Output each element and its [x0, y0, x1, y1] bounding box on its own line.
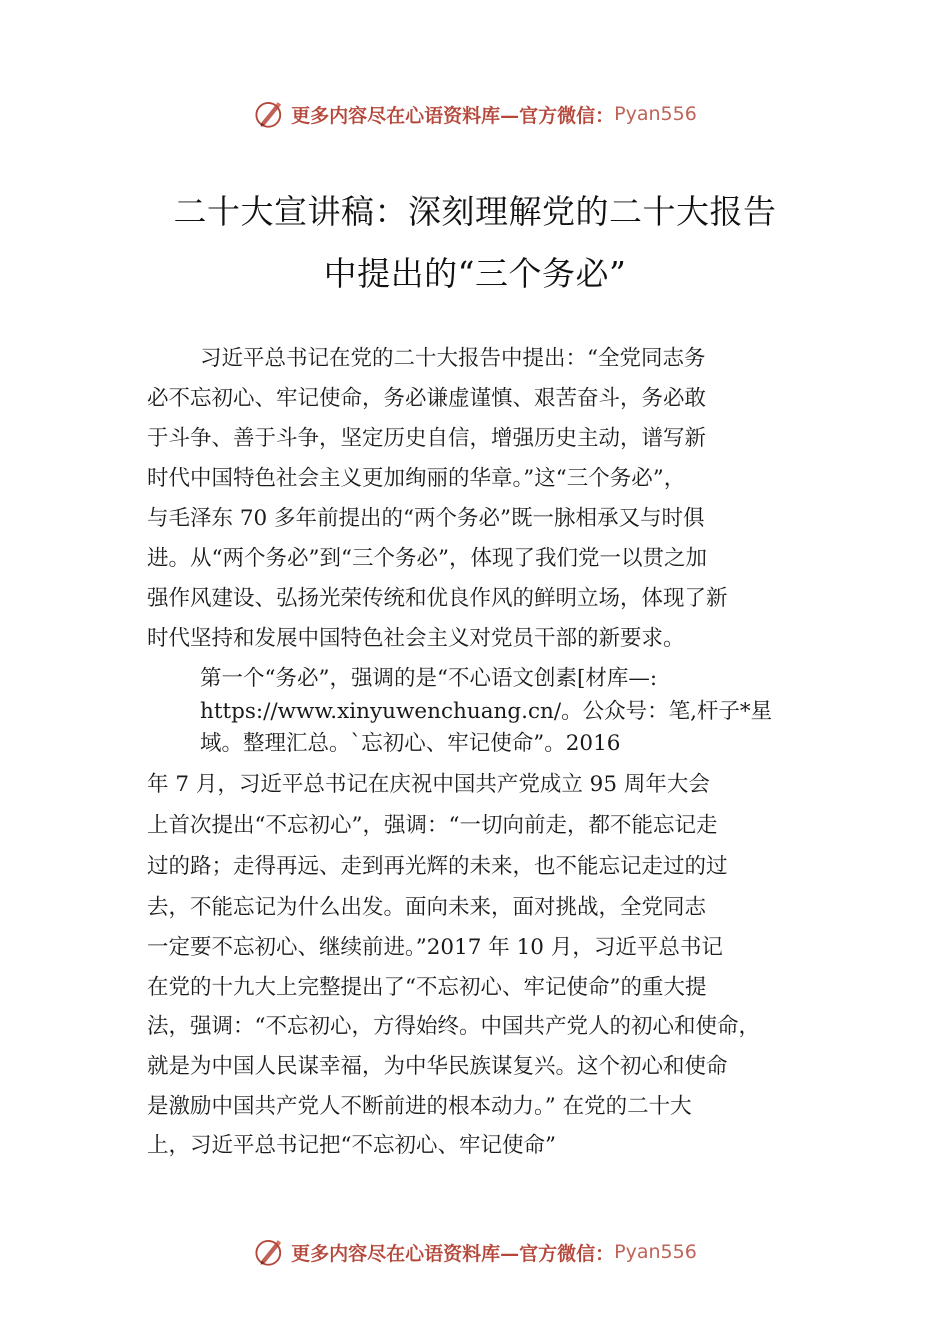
title-line-2: 中提出的“三个务必” — [323, 254, 627, 293]
body-line: https://www.xinyuwenchuang.cn/。公众号：笔,杆子*星 — [200, 699, 773, 724]
body-line: 进。从“两个务必”到“三个务必”，体现了我们党一以贯之加 — [147, 546, 707, 571]
body-line: 必不忘初心、牢记使命，务必谦虚谨慎、艰苦奋斗，务必敢 — [147, 386, 707, 411]
body-line: 就是为中国人民谋幸福，为中华民族谋复兴。这个初心和使命 — [147, 1054, 728, 1079]
footer-text: 更多内容尽在心语资料库—官方微信： — [291, 1242, 615, 1265]
body-line: 第一个“务必”，强调的是“不心语文创素[材库—: — [200, 666, 658, 691]
body-line: 过的路；走得再远、走到再光辉的未来，也不能忘记走过的过 — [147, 854, 728, 879]
body-line: 年 7 月，习近平总书记在庆祝中国共产党成立 95 周年大会 — [147, 772, 710, 797]
body-line: 在党的十九大上完整提出了“不忘初心、牢记使命”的重大提 — [147, 975, 707, 1000]
body-line: 去，不能忘记为什么出发。面向未来，面对挑战，全党同志 — [147, 895, 707, 920]
body-line: 时代坚持和发展中国特色社会主义对党员干部的新要求。 — [147, 626, 685, 651]
header-banner — [0, 94, 950, 134]
title-line-1: 二十大宣讲稿：深刻理解党的二十大报告 — [173, 192, 777, 231]
footer-banner — [0, 1232, 950, 1272]
body-line: 法，强调：“不忘初心，方得始终。中国共产党人的初心和使命， — [147, 1014, 760, 1039]
body-line: 上首次提出“不忘初心”，强调：“一切向前走，都不能忘记走 — [147, 813, 718, 838]
pen-logo-icon — [253, 97, 287, 131]
body-line: 是激励中国共产党人不断前进的根本动力。” 在党的二十大 — [147, 1094, 692, 1119]
body-line: 于斗争、善于斗争，坚定历史自信，增强历史主动，谱写新 — [147, 426, 707, 451]
header-wechat-id: Pyan556 — [614, 103, 697, 125]
body-line: 时代中国特色社会主义更加绚丽的华章。”这“三个务必”， — [147, 466, 686, 491]
body-line: 一定要不忘初心、继续前进。”2017 年 10 月，习近平总书记 — [147, 935, 723, 960]
header-text: 更多内容尽在心语资料库—官方微信： — [291, 104, 615, 127]
body-line: 习近平总书记在党的二十大报告中提出：“全党同志务 — [200, 346, 706, 371]
pen-logo-icon — [253, 1235, 287, 1269]
body-line: 与毛泽东 70 多年前提出的“两个务必”既一脉相承又与时俱 — [147, 506, 705, 531]
body-line: 域。整理汇总。`忘初心、牢记使命”。2016 — [200, 731, 621, 756]
body-line: 强作风建设、弘扬光荣传统和优良作风的鲜明立场，体现了新 — [147, 586, 728, 611]
body-line: 上，习近平总书记把“不忘初心、牢记使命” — [147, 1133, 556, 1158]
footer-wechat-id: Pyan556 — [614, 1241, 697, 1263]
